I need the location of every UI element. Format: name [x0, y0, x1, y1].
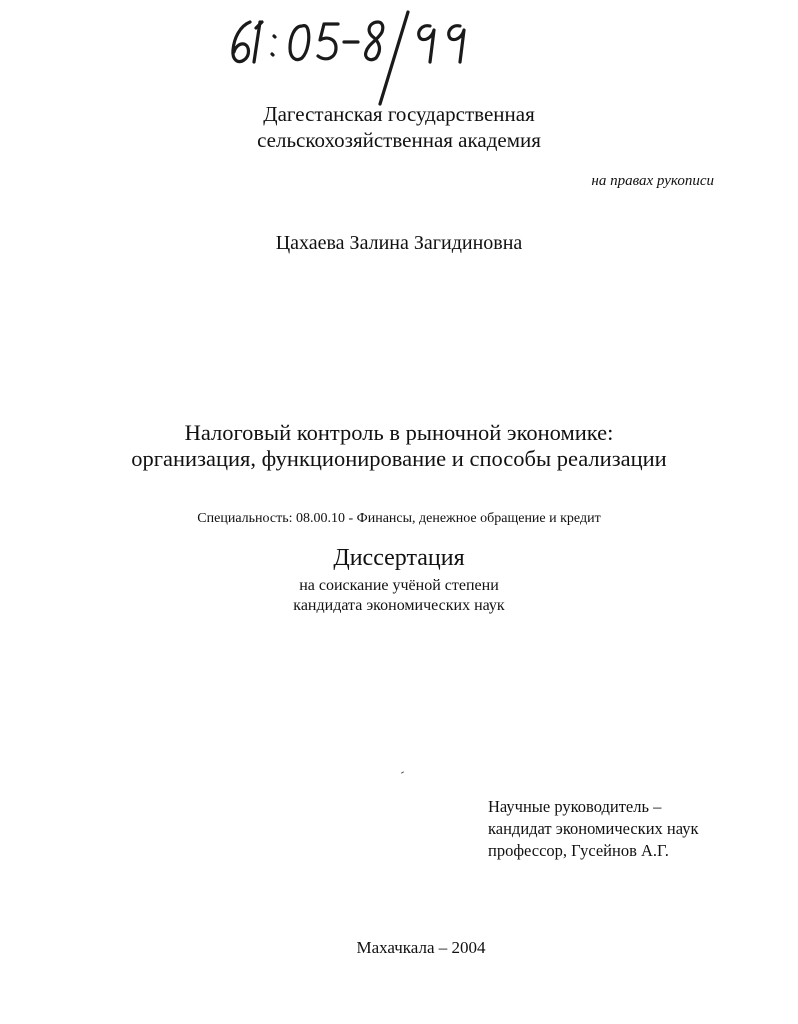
supervisor-line-3: профессор, Гусейнов А.Г.	[488, 841, 669, 860]
work-type: Диссертация	[333, 545, 465, 571]
scan-speck	[401, 771, 404, 773]
degree-line-1: на соискание учёной степени	[299, 577, 499, 594]
rights-note: на правах рукописи	[591, 173, 714, 189]
institution-line-2: сельскохозяйственная академия	[257, 128, 541, 152]
degree-line-2: кандидата экономических наук	[293, 597, 505, 614]
title-line-1: Налоговый контроль в рыночной экономике:	[184, 420, 614, 445]
institution-line-1: Дагестанская государственная	[263, 102, 535, 126]
title-line-2: организация, функционирование и способы реализации	[131, 446, 667, 471]
author-name: Цахаева Залина Загидиновна	[275, 232, 523, 254]
supervisor-line-1: Научные руководитель –	[488, 797, 662, 816]
supervisor-line-2: кандидат экономических наук	[488, 819, 699, 838]
city-year: Махачкала – 2004	[356, 938, 486, 957]
handwritten-archive-mark	[220, 8, 490, 108]
specialty: Специальность: 08.00.10 - Финансы, денежное обращение и кредит	[197, 511, 601, 526]
supervisor-block	[488, 796, 698, 862]
